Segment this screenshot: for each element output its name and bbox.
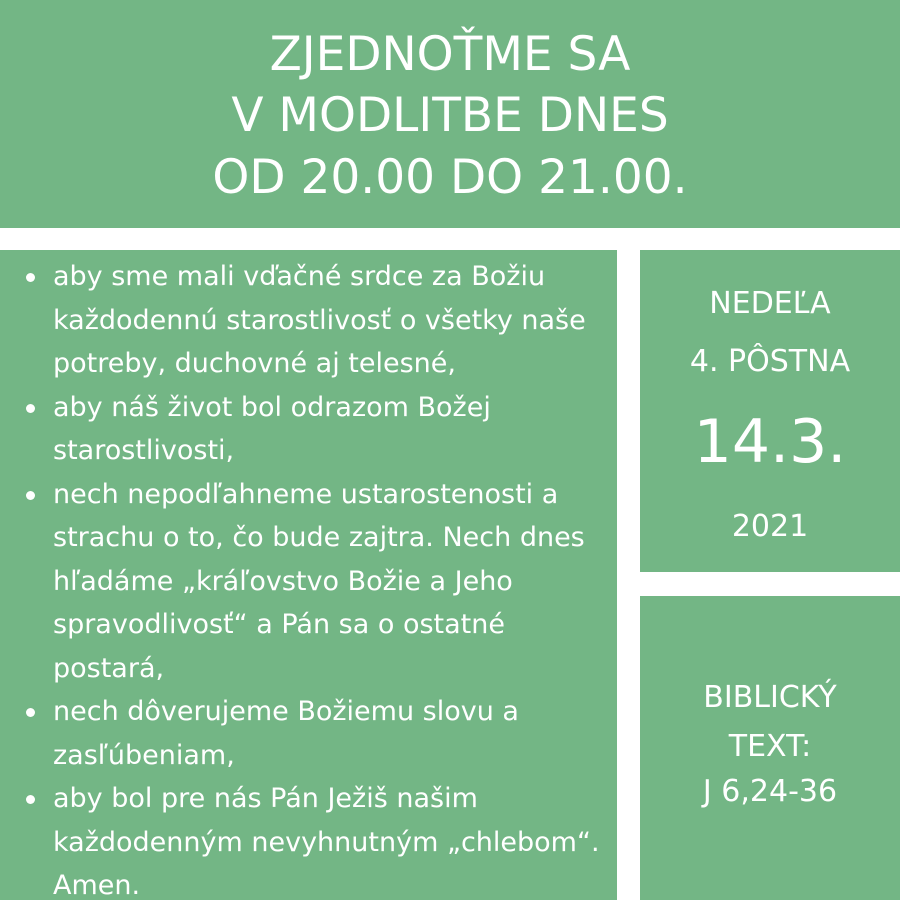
date-value: 14.3. (693, 407, 847, 477)
bullet-icon (26, 795, 35, 804)
prayer-text: aby náš život bol odrazom Božej starostlivosti, (53, 391, 491, 466)
header-time-line: OD 20.00 DO 21.00. (212, 150, 688, 205)
bible-text-panel (640, 596, 900, 900)
date-panel (640, 250, 900, 572)
prayer-item-5 (0, 777, 617, 908)
bullet-icon (26, 404, 35, 413)
day-label: NEDEĽA (709, 286, 831, 321)
prayer-intentions-panel (0, 250, 617, 900)
prayer-item-3 (0, 473, 617, 691)
prayer-item-4 (0, 690, 617, 777)
prayer-list (0, 255, 617, 908)
prayer-text: aby bol pre nás Pán Ježiš našim každodenným nevyhnutným „chlebom“. Amen. (53, 783, 600, 901)
prayer-item-2 (0, 386, 617, 473)
prayer-text: nech nepodľahneme ustarostenosti a strachu o to, čo bude zajtra. Nech dnes hľadáme „kráľovstvo Božie a Jeho spravodlivosť“ a Pán sa o ostatné postará, (53, 478, 585, 684)
header-title-line-2: V MODLITBE DNES (231, 88, 669, 143)
header-title-line-1: ZJEDNOŤME SA (269, 27, 631, 82)
occasion-label: 4. PÔSTNA (689, 344, 851, 379)
bullet-icon (26, 273, 35, 282)
prayer-item-1 (0, 255, 617, 386)
prayer-text: aby sme mali vďačné srdce za Božiu každodennú starostlivosť o všetky naše potreby, duchovné aj telesné, (53, 261, 586, 379)
bible-text-heading-2: TEXT: (728, 729, 812, 764)
header-banner (0, 0, 900, 228)
bullet-icon (26, 491, 35, 500)
bible-reference: J 6,24-36 (702, 774, 838, 809)
bible-text-heading-1: BIBLICKÝ (703, 680, 837, 715)
year-value: 2021 (731, 509, 809, 544)
bullet-icon (26, 708, 35, 717)
prayer-text: nech dôverujeme Božiemu slovu a zasľúbeniam, (53, 696, 519, 771)
